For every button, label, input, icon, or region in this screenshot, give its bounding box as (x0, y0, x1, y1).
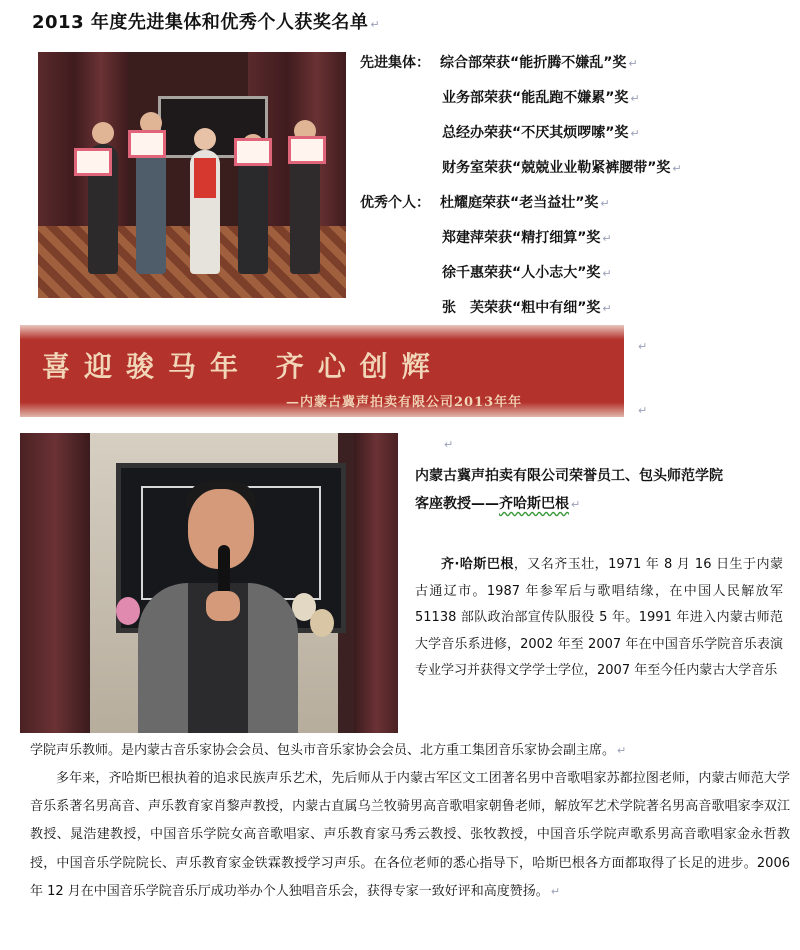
individual-award-row (360, 291, 790, 326)
biography-heading-prefix: 客座教授—— (415, 496, 499, 512)
banner-main-text: 喜迎骏马年 齐心创辉 (42, 350, 444, 383)
paragraph-mark: ↵ (672, 162, 682, 175)
individual-award-row (360, 186, 790, 221)
individual-award-row (360, 221, 790, 256)
curtain (354, 433, 398, 733)
collective-award-row (360, 81, 790, 116)
certificate (74, 148, 112, 176)
biography-paragraph-1 (415, 552, 783, 685)
paragraph-mark: ↵ (617, 744, 627, 757)
collective-award-item: 总经办荣获“不厌其烦啰嗦”奖 (442, 125, 629, 141)
certificate (234, 138, 272, 166)
paragraph-mark: ↵ (444, 438, 454, 451)
individual-award-item: 郑建萍荣获“精打细算”奖 (442, 230, 601, 246)
certificate (288, 136, 326, 164)
individual-award-item: 张 芙荣获“粗中有细”奖 (442, 300, 601, 316)
biography-paragraph-1-continued (30, 738, 790, 765)
collective-award-row (360, 151, 790, 186)
speaker-portrait-photo (20, 433, 398, 733)
biography-heading-line1: 内蒙古冀声拍卖有限公司荣誉员工、包头师范学院 (415, 468, 723, 484)
individual-label: 优秀个人： (360, 195, 430, 211)
certificate (128, 130, 166, 158)
collective-label: 先进集体： (360, 55, 430, 71)
paragraph-mark: ↵ (630, 92, 640, 105)
paragraph-mark: ↵ (550, 884, 561, 898)
banner-sub-text: —内蒙古冀声拍卖有限公司2013年年 (286, 395, 523, 410)
paragraph-mark: ↵ (571, 498, 581, 511)
individual-award-item: 徐千惠荣获“人小志大”奖 (442, 265, 601, 281)
collective-award-row (360, 116, 790, 151)
paragraph-mark: ↵ (602, 232, 612, 245)
document-title-text: 2013 年度先进集体和优秀个人获奖名单 (32, 12, 369, 33)
paragraph-mark: ↵ (630, 127, 640, 140)
biography-heading (415, 462, 795, 519)
individual-award-row (360, 256, 790, 291)
paragraph-mark: ↵ (638, 404, 648, 417)
collective-award-item: 财务室荣获“兢兢业业勒紧裤腰带”奖 (442, 160, 671, 176)
individual-award-item: 杜耀庭荣获“老当益壮”奖 (440, 195, 599, 211)
biography-name: 齐·哈斯巴根 (441, 557, 514, 572)
collective-award-item: 综合部荣获“能折腾不嫌乱”奖 (440, 55, 627, 71)
paragraph-mark: ↵ (600, 197, 610, 210)
curtain (20, 433, 90, 733)
paragraph-mark: ↵ (602, 267, 612, 280)
paragraph-mark: ↵ (628, 57, 638, 70)
biography-paragraph-1-body: ，又名齐玉壮，1971 年 8 月 16 日生于内蒙古通辽市。1987 年参军后与歌唱结缘，在中国人民解放军 51138 部队政治部宣传队服役 5 年。1991 年进入内蒙古师范大学音乐系进修，2002 年至 2007 年在中国音乐学院音乐表演专业学习并获得文学学士学位，2007 年至今任内蒙古大学音乐 (415, 557, 783, 678)
paragraph-mark: ↵ (638, 340, 648, 353)
biography-heading-name: 齐哈斯巴根 (499, 496, 569, 512)
award-ceremony-photo (38, 52, 346, 298)
biography-paragraph-2 (30, 765, 790, 906)
biography-paragraph-1-continued-text: 学院声乐教师。是内蒙古音乐家协会会员、包头市音乐家协会会员、北方重工集团音乐家协会副主席。 (30, 743, 616, 758)
biography-paragraph-2-text: 多年来，齐哈斯巴根执着的追求民族声乐艺术，先后师从于内蒙古军区文工团著名男中音歌唱家苏都拉图老师，内蒙古师范大学音乐系著名男高音、声乐教育家肖黎声教授，内蒙古直属乌兰牧骑男高音歌唱家朝鲁老师，解放军艺术学院著名男高音歌唱家李双江教授、晁浩建教授，中国音乐学院女高音歌唱家、声乐教育家马秀云教授、张牧教授，中国音乐学院声歌系男高音歌唱家金永哲教授，中国音乐学院院长、声乐教育家金铁霖教授学习声乐。在各位老师的悉心指导下，哈斯巴根各方面都取得了长足的进步。2006 年 12 月在中国音乐学院音乐厅成功举办个人独唱音乐会，获得专家一致好评和高度赞扬。 (30, 771, 790, 899)
award-list (360, 46, 790, 326)
collective-award-row (360, 46, 790, 81)
collective-award-item: 业务部荣获“能乱跑不嫌累”奖 (442, 90, 629, 106)
balloon (116, 597, 140, 625)
balloon (310, 609, 334, 637)
banner-photo (20, 325, 624, 417)
paragraph-mark: ↵ (370, 18, 381, 31)
paragraph-mark: ↵ (602, 302, 612, 315)
document-title (32, 8, 380, 34)
